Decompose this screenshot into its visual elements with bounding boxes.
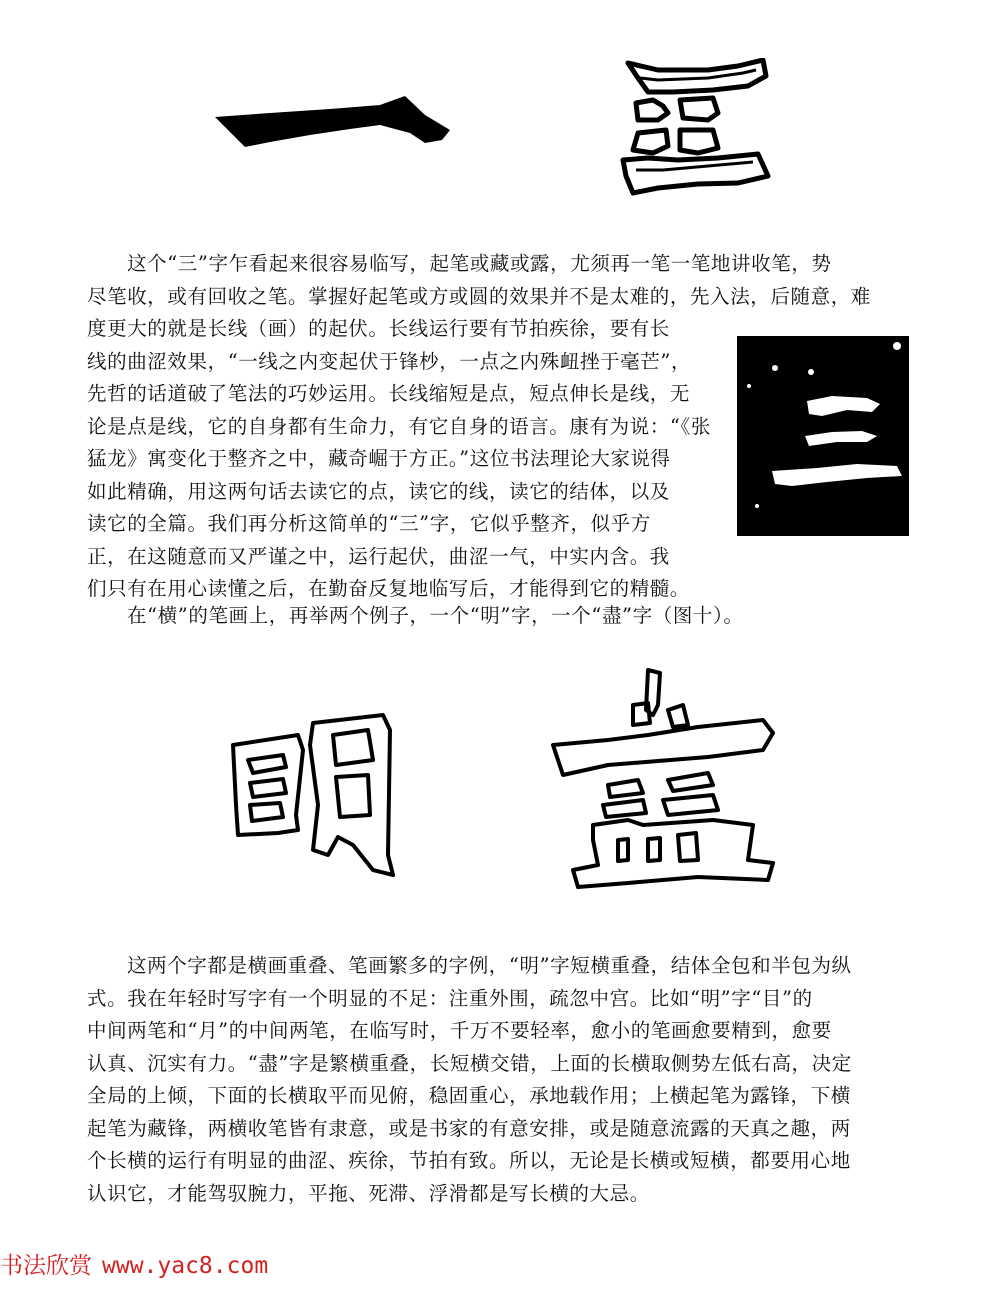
- jin-outline-image: [548, 665, 778, 895]
- paragraph-1-line: 们只有在用心读懂之后，在勤奋反复地临写后，才能得到它的精髓。: [87, 577, 691, 600]
- figure-san-outline: [618, 58, 778, 198]
- paragraph-1-line: 如此精确，用这两句话去读它的点，读它的线，读它的结体，以及: [87, 479, 670, 503]
- footer-watermark: [0, 1247, 268, 1280]
- paragraph-1-line: 这个“三”字乍看起来很容易临写，起笔或藏或露，尤须再一笔一笔地讲收笔，势: [127, 252, 832, 275]
- paragraph-1-line: 尽笔收，或有回收之笔。掌握好起笔或方或圆的效果并不是太难的，先入法，后随意，难: [87, 284, 871, 308]
- paragraph-1-line: 线的曲涩效果，“一线之内变起伏于锋杪，一点之内殊衄挫于毫芒”，: [87, 349, 692, 373]
- paragraph-1-line: 先哲的话道破了笔法的巧妙运用。长线缩短是点，短点伸长是线，无: [87, 382, 691, 405]
- paragraph-3-line: 认真、沉实有力。“盡”字是繁横重叠，长短横交错，上面的长横取侧势左低右高，决定: [87, 1051, 852, 1075]
- paragraph-1-line: 论是点是线，它的自身都有生命力，有它自身的语言。康有为说：“《张: [87, 414, 711, 438]
- paragraph-1: [87, 248, 917, 313]
- paragraph-1-line: 度更大的就是长线（画）的起伏。长线运行要有节拍疾徐，要有长: [87, 317, 670, 340]
- ming-outline-image: [228, 705, 408, 880]
- figure-ming-outline: [228, 705, 408, 880]
- paragraph-1-line: 读它的全篇。我们再分析这简单的“三”字，它似乎整齐，似乎方: [87, 512, 651, 535]
- figure-yi-character: [210, 95, 470, 155]
- paragraph-1-continued: [87, 313, 727, 606]
- paragraph-2-line: 在“横”的笔画上，再举两个例子，一个“明”字，一个“盡”字（图十）。: [127, 604, 744, 627]
- watermark-site-name: 书法欣赏: [0, 1253, 92, 1279]
- paragraph-3: [87, 950, 917, 1210]
- yi-stroke-image: [210, 95, 470, 155]
- paragraph-3-line: 这两个字都是横画重叠、笔画繁多的字例，“明”字短横重叠，结体全包和半包为纵: [127, 954, 852, 977]
- paragraph-2: [87, 600, 917, 633]
- figure-jin-outline: [548, 665, 778, 895]
- watermark-url[interactable]: www.yac8.com: [102, 1253, 269, 1279]
- paragraph-3-line: 式。我在年轻时写字有一个明显的不足：注重外围，疏忽中宫。比如“明”字“目”的: [87, 986, 813, 1010]
- paragraph-3-line: 个长横的运行有明显的曲涩、疾徐，节拍有致。所以，无论是长横或短横，都要用心地: [87, 1149, 851, 1172]
- paragraph-3-line: 认识它，才能驾驭腕力，平拖、死滞、浮滑都是写长横的大忌。: [87, 1181, 650, 1205]
- paragraph-1-line: 猛龙》寓变化于整齐之中，藏奇崛于方正。”这位书法理论大家说得: [87, 447, 671, 470]
- paragraph-3-line: 起笔为藏锋，两横收笔皆有隶意，或是书家的有意安排，或是随意流露的天真之趣，两: [87, 1116, 851, 1140]
- paragraph-3-line: 全局的上倾，下面的长横取平而见俯，稳固重心，承地载作用；上横起笔为露锋，下横: [87, 1084, 851, 1107]
- paragraph-1-line: 正，在这随意而又严谨之中，运行起伏，曲涩一气，中实内含。我: [87, 544, 670, 568]
- san-rubbing-image: [737, 336, 909, 536]
- figure-san-rubbing: [737, 336, 909, 536]
- paragraph-3-line: 中间两笔和“月”的中间两笔，在临写时，千万不要轻率，愈小的笔画愈要精到，愈要: [87, 1019, 832, 1042]
- san-outline-image: [618, 58, 778, 198]
